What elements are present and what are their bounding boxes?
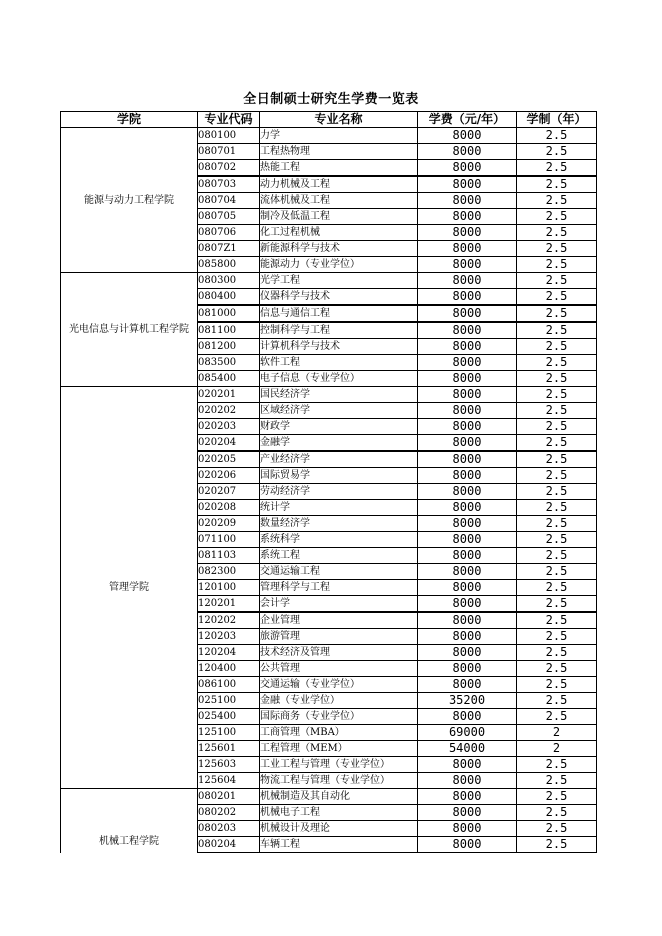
- major-name-cell: 车辆工程: [260, 837, 418, 853]
- tuition-table: [60, 111, 597, 853]
- code-cell: 081103: [198, 548, 260, 564]
- major-name-cell: 机械制造及其自动化: [260, 789, 418, 805]
- code-cell: 020207: [198, 484, 260, 500]
- major-name-cell: 财政学: [260, 419, 418, 435]
- code-cell: 080701: [198, 144, 260, 160]
- code-cell: 120100: [198, 580, 260, 596]
- fee-cell: 8000: [418, 805, 517, 821]
- fee-cell: 8000: [418, 435, 517, 452]
- code-cell: 080300: [198, 273, 260, 289]
- major-name-cell: 工程热物理: [260, 144, 418, 160]
- code-cell: 020204: [198, 435, 260, 452]
- major-name-cell: 国民经济学: [260, 387, 418, 403]
- code-cell: 080703: [198, 176, 260, 193]
- header-college: 学院: [61, 112, 198, 128]
- fee-cell: 8000: [418, 193, 517, 209]
- major-name-cell: 交通运输工程: [260, 564, 418, 580]
- header-code: 专业代码: [198, 112, 260, 128]
- major-name-cell: 国际商务（专业学位）: [260, 709, 418, 725]
- years-cell: 2.5: [517, 305, 597, 322]
- major-name-cell: 交通运输（专业学位）: [260, 677, 418, 693]
- fee-cell: 8000: [418, 468, 517, 484]
- code-cell: 080705: [198, 209, 260, 225]
- fee-cell: 8000: [418, 500, 517, 516]
- years-cell: 2.5: [517, 403, 597, 419]
- major-name-cell: 能源动力（专业学位）: [260, 257, 418, 273]
- header-name: 专业名称: [260, 112, 418, 128]
- fee-cell: 8000: [418, 580, 517, 596]
- code-cell: 081100: [198, 322, 260, 339]
- years-cell: 2.5: [517, 225, 597, 241]
- fee-cell: 8000: [418, 612, 517, 629]
- major-name-cell: 企业管理: [260, 612, 418, 629]
- years-cell: 2.5: [517, 128, 597, 144]
- fee-cell: 8000: [418, 241, 517, 257]
- major-name-cell: 电子信息（专业学位）: [260, 371, 418, 387]
- major-name-cell: 化工过程机械: [260, 225, 418, 241]
- code-cell: 020206: [198, 468, 260, 484]
- major-name-cell: 软件工程: [260, 355, 418, 371]
- code-cell: 025400: [198, 709, 260, 725]
- fee-cell: 8000: [418, 419, 517, 435]
- major-name-cell: 新能源科学与技术: [260, 241, 418, 257]
- fee-cell: 8000: [418, 564, 517, 580]
- years-cell: 2.5: [517, 596, 597, 613]
- years-cell: 2.5: [517, 548, 597, 564]
- fee-cell: 8000: [418, 403, 517, 419]
- table-row: [61, 789, 597, 805]
- major-name-cell: 国际贸易学: [260, 468, 418, 484]
- code-cell: 125601: [198, 741, 260, 757]
- college-cell: 管理学院: [61, 387, 198, 789]
- code-cell: 080204: [198, 837, 260, 853]
- years-cell: 2.5: [517, 209, 597, 225]
- years-cell: 2.5: [517, 468, 597, 484]
- code-cell: 080100: [198, 128, 260, 144]
- years-cell: 2.5: [517, 160, 597, 177]
- years-cell: 2.5: [517, 144, 597, 160]
- table-row: [61, 273, 597, 289]
- code-cell: 081000: [198, 305, 260, 322]
- major-name-cell: 工商管理（MBA）: [260, 725, 418, 741]
- fee-cell: 8000: [418, 322, 517, 339]
- code-cell: 120203: [198, 629, 260, 645]
- years-cell: 2.5: [517, 355, 597, 371]
- code-cell: 080203: [198, 821, 260, 837]
- code-cell: 120204: [198, 645, 260, 661]
- major-name-cell: 公共管理: [260, 661, 418, 677]
- code-cell: 020208: [198, 500, 260, 516]
- college-cell: 机械工程学院: [61, 789, 198, 853]
- code-cell: 080704: [198, 193, 260, 209]
- page-title: 全日制硕士研究生学费一览表: [243, 92, 419, 107]
- major-name-cell: 计算机科学与技术: [260, 339, 418, 355]
- major-name-cell: 系统工程: [260, 548, 418, 564]
- code-cell: 125604: [198, 773, 260, 789]
- major-name-cell: 信息与通信工程: [260, 305, 418, 322]
- fee-cell: 35200: [418, 693, 517, 709]
- fee-cell: 54000: [418, 741, 517, 757]
- years-cell: 2.5: [517, 580, 597, 596]
- years-cell: 2.5: [517, 629, 597, 645]
- fee-cell: 8000: [418, 160, 517, 177]
- years-cell: 2.5: [517, 257, 597, 273]
- code-cell: 120202: [198, 612, 260, 629]
- fee-cell: 8000: [418, 339, 517, 355]
- major-name-cell: 控制科学与工程: [260, 322, 418, 339]
- fee-cell: 8000: [418, 305, 517, 322]
- years-cell: 2.5: [517, 516, 597, 532]
- years-cell: 2.5: [517, 435, 597, 452]
- code-cell: 020203: [198, 419, 260, 435]
- years-cell: 2.5: [517, 193, 597, 209]
- years-cell: 2.5: [517, 484, 597, 500]
- years-cell: 2.5: [517, 176, 597, 193]
- major-name-cell: 金融（专业学位）: [260, 693, 418, 709]
- major-name-cell: 技术经济及管理: [260, 645, 418, 661]
- fee-cell: 8000: [418, 677, 517, 693]
- years-cell: 2.5: [517, 773, 597, 789]
- fee-cell: 8000: [418, 837, 517, 853]
- code-cell: 080400: [198, 289, 260, 306]
- code-cell: 080202: [198, 805, 260, 821]
- fee-cell: 8000: [418, 789, 517, 805]
- major-name-cell: 机械电子工程: [260, 805, 418, 821]
- fee-cell: 8000: [418, 128, 517, 144]
- years-cell: 2.5: [517, 612, 597, 629]
- major-name-cell: 光学工程: [260, 273, 418, 289]
- code-cell: 086100: [198, 677, 260, 693]
- major-name-cell: 会计学: [260, 596, 418, 613]
- years-cell: 2.5: [517, 289, 597, 306]
- major-name-cell: 管理科学与工程: [260, 580, 418, 596]
- code-cell: 125100: [198, 725, 260, 741]
- code-cell: 120201: [198, 596, 260, 613]
- code-cell: 080702: [198, 160, 260, 177]
- code-cell: 080706: [198, 225, 260, 241]
- years-cell: 2.5: [517, 805, 597, 821]
- code-cell: 080201: [198, 789, 260, 805]
- code-cell: 0807Z1: [198, 241, 260, 257]
- years-cell: 2.5: [517, 821, 597, 837]
- major-name-cell: 力学: [260, 128, 418, 144]
- years-cell: 2.5: [517, 645, 597, 661]
- code-cell: 071100: [198, 532, 260, 548]
- years-cell: 2.5: [517, 789, 597, 805]
- fee-cell: 8000: [418, 176, 517, 193]
- major-name-cell: 机械设计及理论: [260, 821, 418, 837]
- years-cell: 2.5: [517, 837, 597, 853]
- years-cell: 2.5: [517, 500, 597, 516]
- fee-cell: 8000: [418, 821, 517, 837]
- fee-cell: 8000: [418, 645, 517, 661]
- years-cell: 2.5: [517, 371, 597, 387]
- fee-cell: 8000: [418, 532, 517, 548]
- years-cell: 2.5: [517, 564, 597, 580]
- fee-cell: 8000: [418, 355, 517, 371]
- fee-cell: 8000: [418, 289, 517, 306]
- major-name-cell: 金融学: [260, 435, 418, 452]
- years-cell: 2.5: [517, 532, 597, 548]
- years-cell: 2.5: [517, 241, 597, 257]
- years-cell: 2.5: [517, 419, 597, 435]
- fee-cell: 8000: [418, 629, 517, 645]
- code-cell: 085400: [198, 371, 260, 387]
- fee-cell: 8000: [418, 516, 517, 532]
- code-cell: 020202: [198, 403, 260, 419]
- fee-cell: 8000: [418, 709, 517, 725]
- major-name-cell: 工业工程与管理（专业学位）: [260, 757, 418, 773]
- major-name-cell: 仪器科学与技术: [260, 289, 418, 306]
- fee-cell: 8000: [418, 209, 517, 225]
- major-name-cell: 热能工程: [260, 160, 418, 177]
- major-name-cell: 数量经济学: [260, 516, 418, 532]
- years-cell: 2.5: [517, 339, 597, 355]
- years-cell: 2.5: [517, 322, 597, 339]
- table-header-row: [61, 112, 597, 128]
- years-cell: 2.5: [517, 661, 597, 677]
- fee-cell: 8000: [418, 548, 517, 564]
- fee-cell: 8000: [418, 596, 517, 613]
- years-cell: 2.5: [517, 387, 597, 403]
- table-body: [61, 128, 597, 853]
- fee-cell: 69000: [418, 725, 517, 741]
- major-name-cell: 流体机械及工程: [260, 193, 418, 209]
- header-years: 学制（年）: [517, 112, 597, 128]
- header-fee: 学费（元/年）: [418, 112, 517, 128]
- years-cell: 2.5: [517, 677, 597, 693]
- fee-cell: 8000: [418, 387, 517, 403]
- years-cell: 2.5: [517, 757, 597, 773]
- code-cell: 020209: [198, 516, 260, 532]
- major-name-cell: 旅游管理: [260, 629, 418, 645]
- table-row: [61, 387, 597, 403]
- code-cell: 120400: [198, 661, 260, 677]
- years-cell: 2.5: [517, 693, 597, 709]
- major-name-cell: 区域经济学: [260, 403, 418, 419]
- fee-cell: 8000: [418, 144, 517, 160]
- major-name-cell: 工程管理（MEM）: [260, 741, 418, 757]
- fee-cell: 8000: [418, 273, 517, 289]
- major-name-cell: 劳动经济学: [260, 484, 418, 500]
- college-cell: 能源与动力工程学院: [61, 128, 198, 273]
- fee-cell: 8000: [418, 757, 517, 773]
- fee-cell: 8000: [418, 451, 517, 468]
- code-cell: 020201: [198, 387, 260, 403]
- fee-cell: 8000: [418, 257, 517, 273]
- table-row: [61, 128, 597, 144]
- major-name-cell: 物流工程与管理（专业学位）: [260, 773, 418, 789]
- fee-cell: 8000: [418, 371, 517, 387]
- code-cell: 083500: [198, 355, 260, 371]
- years-cell: 2.5: [517, 273, 597, 289]
- major-name-cell: 系统科学: [260, 532, 418, 548]
- years-cell: 2.5: [517, 451, 597, 468]
- fee-cell: 8000: [418, 661, 517, 677]
- fee-cell: 8000: [418, 773, 517, 789]
- college-cell: 光电信息与计算机工程学院: [61, 273, 198, 387]
- major-name-cell: 产业经济学: [260, 451, 418, 468]
- major-name-cell: 动力机械及工程: [260, 176, 418, 193]
- code-cell: 081200: [198, 339, 260, 355]
- code-cell: 020205: [198, 451, 260, 468]
- code-cell: 125603: [198, 757, 260, 773]
- major-name-cell: 制冷及低温工程: [260, 209, 418, 225]
- fee-cell: 8000: [418, 484, 517, 500]
- years-cell: 2: [517, 725, 597, 741]
- years-cell: 2.5: [517, 709, 597, 725]
- years-cell: 2: [517, 741, 597, 757]
- code-cell: 025100: [198, 693, 260, 709]
- code-cell: 082300: [198, 564, 260, 580]
- fee-cell: 8000: [418, 225, 517, 241]
- code-cell: 085800: [198, 257, 260, 273]
- major-name-cell: 统计学: [260, 500, 418, 516]
